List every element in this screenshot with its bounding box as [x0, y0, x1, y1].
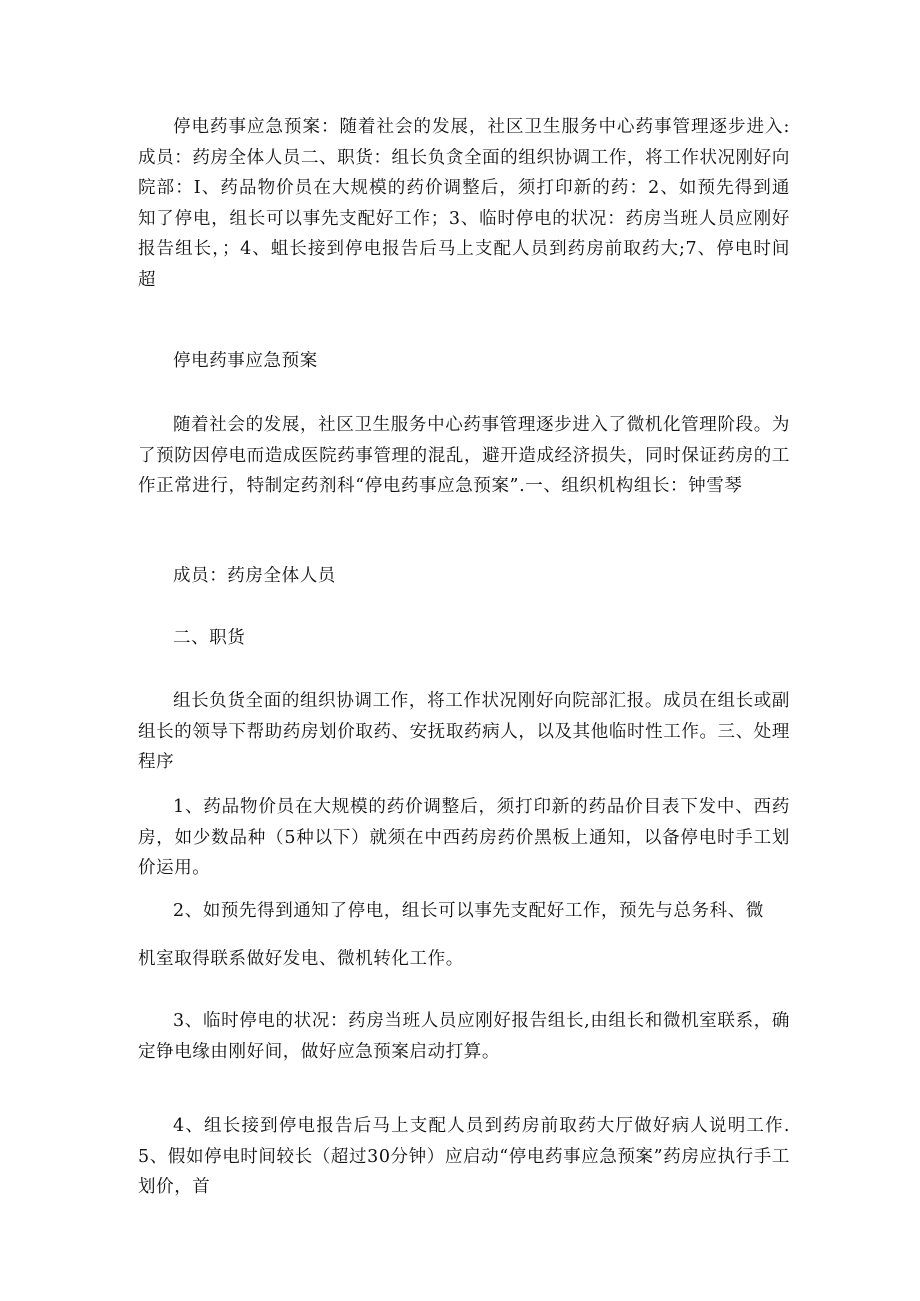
- intro-paragraph: 随着社会的发展，社区卫生服务中心药事管理逐步进入了微机化管理阶段。为了预防因停电而造成医院药事管理的混乱，避开造成经济损失，同时保证药房的工作正常进行，特制定药剂科“停电药事应急预案”.一、组织机构组长：钟雪琴: [138, 415, 790, 496]
- duties-paragraph: 组长负货全面的组织协调工作，将工作状况刚好向院部汇报。成员在组长或副组长的领导下帮助药房划价取药、安抚取药病人，以及其他临时性工作。三、处理程序: [138, 691, 790, 772]
- procedure-step-2: 2、如预先得到通知了停电，组长可以事先支配好工作，预先与总务科、微: [173, 901, 764, 921]
- procedure-step-1: 1、药品物价员在大规模的药价调整后，须打印新的药品价目表下发中、西药房，如少数品种（5种以下）就须在中西药房药价黑板上通知，以备停电时手工划价运用。: [138, 797, 790, 878]
- procedure-step-4: 4、组长接到停电报告后马上支配人员到药房前取药大厅做好病人说明工作.5、假如停电时间较长（超过30分钟）应启动“停电药事应急预案”药房应执行手工划价，首: [138, 1116, 790, 1197]
- summary-paragraph: 停电药事应急预案：随着社会的发展，社区卫生服务中心药事管理逐步进入:成员：药房全体人员二、职货：组长负贪全面的组织协调工作，将工作状况刚好向院部：I、药品物价员在大规模的药价调整后，须打印新的药：2、如预先得到通知了停电，组长可以事先支配好工作；3、临时停电的状况：药房当班人员应刚好报告组长，；4、蛆长接到停电报告后马上支配人员到药房前取药大;7、停电时间超: [138, 117, 790, 290]
- members-line: 成员：药房全体人员: [173, 566, 336, 586]
- procedure-step-2-continued: 机室取得联系做好发电、微机转化工作。: [138, 949, 464, 969]
- section-heading-duties: 二、职货: [173, 628, 246, 648]
- document-title: 停电药事应急预案: [173, 351, 318, 371]
- procedure-step-3: 3、临时停电的状况：药房当班人员应刚好报告组长,由组长和微机室联系，确定铮电缘由刚好间，做好应急预案启动打算。: [138, 1011, 790, 1062]
